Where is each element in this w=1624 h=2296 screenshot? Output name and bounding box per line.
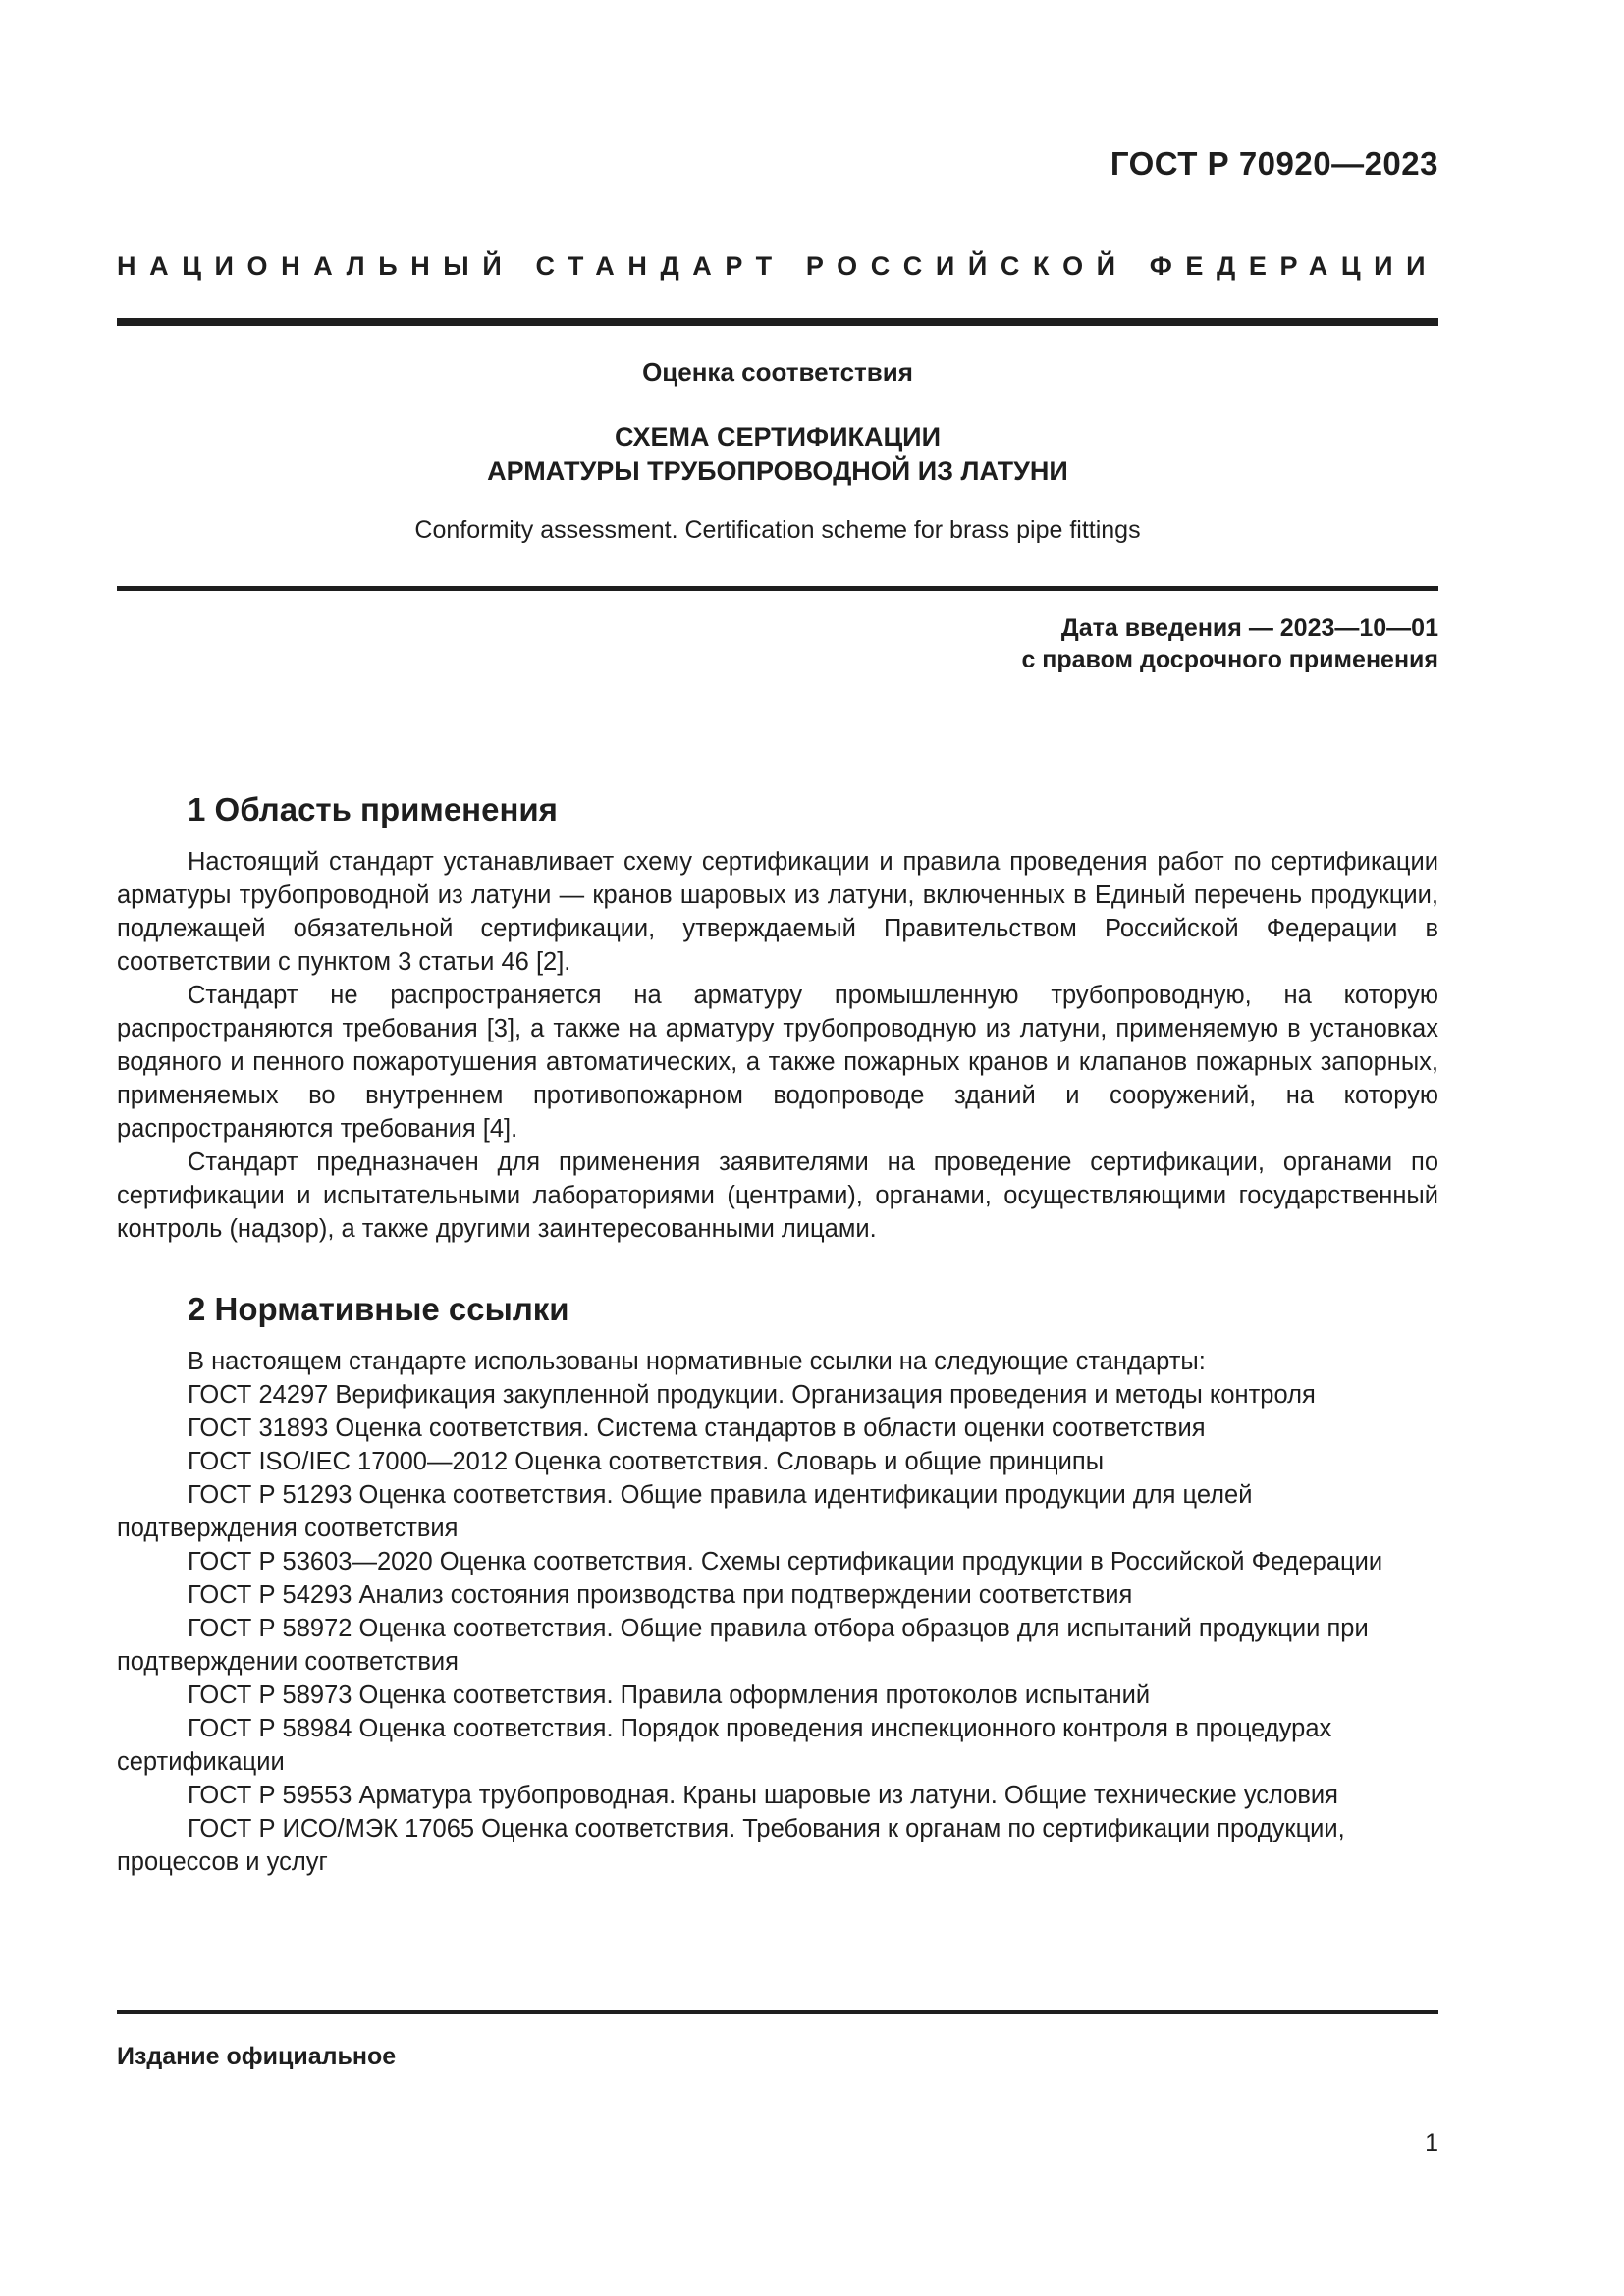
document-title-line1: СХЕМА СЕРТИФИКАЦИИ bbox=[614, 422, 941, 452]
reference-item: ГОСТ Р 58973 Оценка соответствия. Правила оформления протоколов испытаний bbox=[188, 1682, 1151, 1709]
standard-code: ГОСТ Р 70920—2023 bbox=[1110, 145, 1438, 182]
footer-divider bbox=[117, 2010, 1438, 2014]
reference-item: ГОСТ Р 58972 Оценка соответствия. Общие правила отбора образцов для испытаний продукции при подтверждении соответствия bbox=[117, 1615, 1369, 1676]
reference-item: ГОСТ 24297 Верификация закупленной продукции. Организация проведения и методы контроля bbox=[188, 1381, 1316, 1409]
section-paragraph: Стандарт предназначен для применения заявителями на проведение сертификации, органами по сертификации и испытательными лабораториями (центрами), органами, осуществляющими государственный контроль (надзор), а также другими заинтересованными лицами. bbox=[117, 1148, 1438, 1243]
date-block bbox=[1021, 613, 1438, 675]
top-divider bbox=[117, 318, 1438, 326]
document-title-line2: АРМАТУРЫ ТРУБОПРОВОДНОЙ ИЗ ЛАТУНИ bbox=[487, 456, 1068, 486]
reference-item: ГОСТ Р ИСО/МЭК 17065 Оценка соответствия. Требования к органам по сертификации продукции, процессов и услуг bbox=[117, 1815, 1345, 1876]
english-title: Conformity assessment. Certification scheme for brass pipe fittings bbox=[414, 516, 1141, 544]
reference-item: ГОСТ ISO/IEC 17000—2012 Оценка соответствия. Словарь и общие принципы bbox=[188, 1448, 1105, 1475]
section-scope bbox=[117, 790, 1438, 1246]
section-normative-references bbox=[117, 1290, 1438, 1879]
reference-item: ГОСТ 31893 Оценка соответствия. Система стандартов в области оценки соответствия bbox=[188, 1415, 1206, 1442]
section-paragraph: Настоящий стандарт устанавливает схему сертификации и правила проведения работ по сертификации арматуры трубопроводной из латуни — кранов шаровых из латуни, включенных в Единый перечень продукции, подлежащей обязательной сертификации, утверждаемый Правительством Российской Федерации в соответствии с пунктом 3 статьи 46 [2]. bbox=[117, 848, 1438, 976]
official-edition-label: Издание официальное bbox=[117, 2043, 397, 2070]
reference-item: ГОСТ Р 53603—2020 Оценка соответствия. Схемы сертификации продукции в Российской Федерации bbox=[188, 1548, 1383, 1575]
intro-date: Дата введения — 2023—10—01 bbox=[1060, 614, 1438, 642]
reference-item: ГОСТ Р 59553 Арматура трубопроводная. Краны шаровые из латуни. Общие технические условия bbox=[188, 1782, 1338, 1809]
national-standard-banner: НАЦИОНАЛЬНЫЙ СТАНДАРТ РОССИЙСКОЙ ФЕДЕРАЦИИ bbox=[117, 251, 1439, 281]
references-intro: В настоящем стандарте использованы нормативные ссылки на следующие стандарты: bbox=[188, 1348, 1206, 1375]
section-heading: 1 Область применения bbox=[188, 791, 558, 828]
reference-item: ГОСТ Р 58984 Оценка соответствия. Порядок проведения инспекционного контроля в процедурах сертификации bbox=[117, 1715, 1332, 1776]
reference-item: ГОСТ Р 51293 Оценка соответствия. Общие правила идентификации продукции для целей подтверждения соответствия bbox=[117, 1481, 1253, 1542]
early-application-note: с правом досрочного применения bbox=[1021, 646, 1438, 673]
page-number: 1 bbox=[1425, 2129, 1438, 2157]
section-heading: 2 Нормативные ссылки bbox=[188, 1291, 569, 1327]
title-divider bbox=[117, 586, 1438, 591]
document-title bbox=[117, 420, 1438, 489]
reference-item: ГОСТ Р 54293 Анализ состояния производства при подтверждении соответствия bbox=[188, 1581, 1133, 1609]
document-subtitle: Оценка соответствия bbox=[642, 357, 913, 387]
section-paragraph: Стандарт не распространяется на арматуру промышленную трубопроводную, на которую распространяются требования [3], а также на арматуру трубопроводную из латуни, применяемую в установках водяного и пенного пожаротушения автоматических, а также пожарных кранов и клапанов пожарных запорных, применяемых во внутреннем противопожарном водопроводе зданий и сооружений, на которую распространяются требования [4]. bbox=[117, 982, 1438, 1143]
